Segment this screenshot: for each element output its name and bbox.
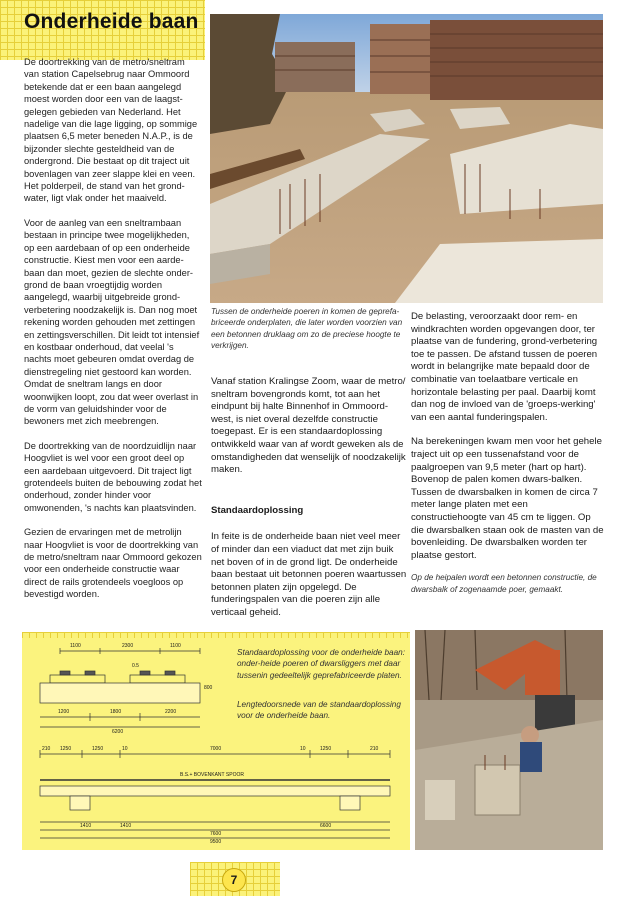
dim-label: 1800 (110, 709, 122, 715)
dim-label: 10 (122, 746, 128, 752)
diagram-grid-decoration (22, 632, 410, 638)
section-heading: Standaardoplossing (211, 504, 304, 516)
dim-label: 1100 (70, 643, 81, 649)
intro-paragraph-3: De doortrekking van de noordzuidlijn naar Hoogvliet is wel voor een groot deel op een aardebaan uitgevoerd. Dit traject ligt grotendeels buiten de bebouwing zodat het onderhoud, zonder hinder voor omwonenden, 's nachts kan plaatsvinden. (24, 440, 202, 513)
construction-photo (210, 14, 603, 303)
worksite-photo-caption: Op de heipalen wordt een betonnen constructie, de dwarsbalk of zogenaamde poer, gemaakt. (411, 573, 597, 594)
dim-label: 10 (300, 746, 306, 752)
column2-paragraph-1: Vanaf station Kralingse Zoom, waar de metro/ sneltram bovengronds komt, tot aan het eindpunt bij halte Binnenhof in Ommoord-west, is niet overal dezelfde constructie toegepast. Er is een standaardoplossing ontwikkeld waar van af wordt geweken als de omstandigheden dat wenselijk of noodzakelijk maken. (211, 376, 406, 476)
dim-label: 1200 (58, 709, 70, 715)
intro-paragraph-4: Gezien de ervaringen met de metrolijn naar Hoogvliet is voor de doortrekking van de metro/sneltram naar Ommoord gekozen voor een onderheide constructie waar direct de rails grotendeels voegloos op bevestigd worden. (24, 527, 202, 600)
column2-paragraph-2: In feite is de onderheide baan niet veel meer of minder dan een viaduct dat met zijn buik net boven of in de grond ligt. De onderheide baan bestaat uit betonnen poeren waartussen betonnen platen zijn opgelegd. De funderingspalen van die poeren zijn alle verticaal geheid. (211, 531, 407, 618)
worksite-photo (415, 630, 603, 850)
rail-label: B.S.+ BOVENKANT SPOOR (180, 772, 244, 778)
dim-label: 1100 (170, 643, 181, 649)
dim-label: 1250 (320, 746, 332, 752)
dim-label: 1250 (92, 746, 104, 752)
photo-caption: Tussen de onderheide poeren in komen de geprefa-briceerde onderplaten, die later worden voorzien van een betonnen druklaag om zo de preciese hoogte te verkrijgen. (211, 307, 403, 351)
dim-label: 2200 (165, 709, 177, 715)
intro-paragraph-1: De doortrekking van de metro/sneltram van station Capelsebrug naar Ommoord betekende dat er een baan aangelegd moest worden door een van de laagst-gelegen gebieden van Nederland. Het nadelige van die lage ligging, op sommige plaatsen 6,5 meter beneden N.A.P., is de bijzonder slechte gesteldheid van de ondergrond. Die bestaat op dit traject uit bovenlagen van zeer slappe klei en veen. Het polderpeil, de stand van het grond-water, ligt vlak onder het maaiveld. (24, 57, 198, 204)
dim-label: 7000 (210, 746, 222, 752)
diagram-caption-1: Standaardoplossing voor de onderheide baan: onder-heide poeren of dwarsliggers met daar tussenin gedeeltelijk geprefabriceerde platen. (237, 648, 405, 680)
longitudinal-section-diagram (30, 746, 402, 846)
dim-label: 6600 (320, 823, 332, 829)
dim-label: 1250 (60, 746, 72, 752)
diagram-caption-2: Lengtedoorsnede van de standaardoplossing voor de onderheide baan. (237, 700, 401, 721)
dim-label: 210 (370, 746, 379, 752)
dim-label: 210 (42, 746, 51, 752)
column3-paragraph-2: Na berekeningen kwam men voor het gehele traject uit op een tussenafstand voor de paalgroepen van 9,5 meter (hart op hart). Bovenop de palen komen dwars-balken. Tussen de dwarsbalken in komen de circa 7 meter lange platen met een constructiehoogte van 45 cm te liggen. Op die dwarsbalken staan ook de masten van de bovenleiding. De dwarsbalken worden ter plaatse gestort. (411, 436, 604, 561)
intro-paragraph-2: Voor de aanleg van een sneltrambaan bestaan in principe twee mogelijkheden, op een aardebaan of op een onderheide constructie. Kiest men voor een aarde-baan dan moet, gezien de slechte onder-grond de baan vroegtijdig worden aangelegd, waarbij uitgebreide grond-verbetering noodzakelijk is. Dan nog moet rekening worden gehouden met zettingen en zettingsverschillen. Dit leidt tot intensief en kostbaar onderhoud, dat veelal 's nachts moet gebeuren omdat overdag de dienstregeling niet gestoord kan worden. Omdat de sneltram langs en door woonwijken loopt, zou dat weer overlast in de vorm van geluidshinder voor de bewoners met zich meebrengen. (24, 217, 200, 427)
dim-label: 0.5 (132, 663, 139, 669)
dim-label: 800 (204, 685, 213, 691)
dim-label: 1410 (80, 823, 92, 829)
intro-column (24, 56, 202, 611)
text-column-3 (411, 311, 604, 595)
column3-paragraph-1: De belasting, veroorzaakt door rem- en windkrachten worden opgevangen door, ter plaatse van de fundering, grond-verbetering toe te passen. De afstand tussen de poeren wordt in belangrijke mate bepaald door de combinatie van toelaatbare verticale en horizontale belasting per paal. Daarbij komt dan nog de invloed van de 'groeps-werking' van een aantal funderingspalen. (411, 311, 598, 423)
cross-section-diagram (30, 645, 220, 737)
page-title: Onderheide baan (24, 10, 199, 33)
dim-label: 7600 (210, 831, 222, 837)
text-column-2 (211, 376, 407, 620)
dim-label: 2300 (122, 643, 134, 649)
dim-label: 6200 (112, 729, 124, 735)
dim-label: 9500 (210, 839, 222, 845)
page-number: 7 (222, 868, 246, 892)
dim-label: 1410 (120, 823, 132, 829)
